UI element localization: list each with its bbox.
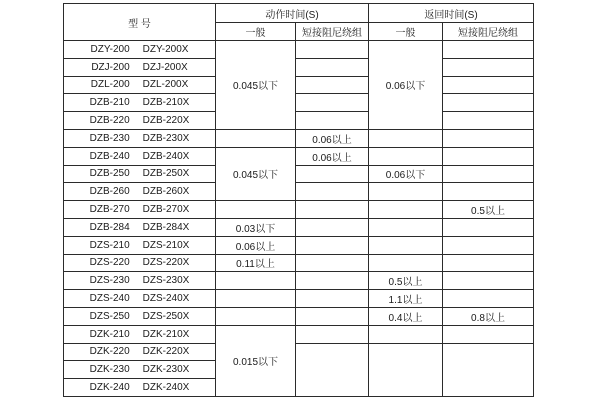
table-row <box>64 76 534 94</box>
model-variant: DZK-230X <box>142 364 190 376</box>
model-primary: DZB-230 <box>89 132 130 144</box>
action-general-cell: 0.11以上 <box>216 254 296 272</box>
return-damping-cell: 0.8以上 <box>443 307 534 325</box>
action-damping-cell <box>296 307 369 325</box>
return-damping-cell: 0.5以上 <box>443 201 534 219</box>
model-cell <box>64 76 216 94</box>
model-cell <box>64 165 216 183</box>
return-damping-cell <box>443 272 534 290</box>
model-names <box>64 151 215 162</box>
model-primary: DZS-240 <box>89 293 130 305</box>
model-primary: DZK-240 <box>89 382 130 394</box>
header-action-time: 动作时间(S) <box>216 4 369 23</box>
return-damping-cell <box>443 218 534 236</box>
model-cell <box>64 236 216 254</box>
model-variant: DZB-230X <box>142 132 190 144</box>
model-primary: DZS-220 <box>89 257 130 269</box>
model-primary: DZB-240 <box>89 150 130 162</box>
model-cell <box>64 272 216 290</box>
action-damping-cell <box>296 325 369 343</box>
table-row <box>64 41 534 59</box>
table-row <box>64 343 534 361</box>
action-general-cell <box>216 201 296 219</box>
return-general-cell: 0.5以上 <box>369 272 443 290</box>
model-names <box>64 346 215 357</box>
action-damping-cell <box>296 112 369 130</box>
model-variant: DZK-220X <box>142 346 190 358</box>
model-primary: DZB-260 <box>89 186 130 198</box>
table-row <box>64 325 534 343</box>
action-general-cell: 0.015以下 <box>216 325 296 396</box>
model-names <box>64 275 215 286</box>
header-group-row <box>64 4 534 23</box>
return-general-cell <box>369 147 443 165</box>
table-row <box>64 112 534 130</box>
model-names <box>64 97 215 108</box>
action-damping-cell <box>296 254 369 272</box>
action-damping-cell <box>296 58 369 76</box>
table-row <box>64 147 534 165</box>
header-return-damping: 短接阻尼绕组 <box>443 23 534 41</box>
return-damping-cell <box>443 236 534 254</box>
action-damping-cell <box>296 290 369 308</box>
return-general-cell <box>369 254 443 272</box>
model-primary: DZJ-200 <box>91 61 130 73</box>
return-damping-cell <box>443 76 534 94</box>
return-damping-cell <box>443 147 534 165</box>
model-primary: DZK-230 <box>89 364 130 376</box>
table-row <box>64 58 534 76</box>
table-row <box>64 129 534 147</box>
model-cell <box>64 307 216 325</box>
model-variant: DZS-220X <box>142 257 190 269</box>
model-variant: DZB-284X <box>142 221 190 233</box>
model-variant: DZK-240X <box>142 382 190 394</box>
model-primary: DZS-250 <box>89 310 130 322</box>
model-names <box>64 168 215 179</box>
model-names <box>64 62 215 73</box>
table-body <box>64 41 534 397</box>
return-damping-cell <box>443 41 534 59</box>
return-damping-cell <box>443 58 534 76</box>
model-names <box>64 204 215 215</box>
action-damping-cell <box>296 41 369 59</box>
model-variant: DZK-210X <box>142 328 190 340</box>
action-general-cell <box>216 290 296 308</box>
return-damping-cell <box>443 165 534 183</box>
return-general-cell <box>369 183 443 201</box>
table-row <box>64 183 534 201</box>
model-cell <box>64 41 216 59</box>
action-general-cell <box>216 272 296 290</box>
table-row <box>64 201 534 219</box>
action-general-cell: 0.03以下 <box>216 218 296 236</box>
return-damping-cell <box>443 129 534 147</box>
action-general-cell: 0.045以下 <box>216 41 296 130</box>
return-general-cell <box>369 218 443 236</box>
return-general-cell <box>369 201 443 219</box>
return-damping-cell <box>443 325 534 343</box>
model-names <box>64 44 215 55</box>
model-primary: DZS-210 <box>89 239 130 251</box>
action-general-cell <box>216 129 296 147</box>
model-primary: DZB-284 <box>89 221 130 233</box>
action-damping-cell <box>296 272 369 290</box>
model-cell <box>64 94 216 112</box>
action-general-cell: 0.045以下 <box>216 147 296 200</box>
header-return-time: 返回时间(S) <box>369 4 534 23</box>
model-variant: DZS-210X <box>142 239 190 251</box>
model-variant: DZL-200X <box>142 79 189 91</box>
return-damping-cell <box>443 112 534 130</box>
model-cell <box>64 218 216 236</box>
model-names <box>64 133 215 144</box>
return-general-cell: 0.4以上 <box>369 307 443 325</box>
table-row <box>64 236 534 254</box>
return-damping-cell <box>443 254 534 272</box>
return-general-cell <box>369 325 443 343</box>
table-row <box>64 254 534 272</box>
model-names <box>64 364 215 375</box>
table-row <box>64 165 534 183</box>
model-cell <box>64 112 216 130</box>
return-general-cell: 1.1以上 <box>369 290 443 308</box>
header-action-general: 一般 <box>216 23 296 41</box>
model-cell <box>64 325 216 343</box>
model-cell <box>64 343 216 361</box>
model-variant: DZB-260X <box>142 186 190 198</box>
model-cell <box>64 58 216 76</box>
model-cell <box>64 201 216 219</box>
model-variant: DZJ-200X <box>142 61 188 73</box>
model-cell <box>64 379 216 397</box>
return-damping-cell <box>443 343 534 396</box>
model-primary: DZB-270 <box>89 204 130 216</box>
model-variant: DZS-230X <box>142 275 190 287</box>
model-cell <box>64 147 216 165</box>
model-primary: DZB-210 <box>89 97 130 109</box>
action-general-cell: 0.06以上 <box>216 236 296 254</box>
action-damping-cell <box>296 236 369 254</box>
model-cell <box>64 183 216 201</box>
model-variant: DZY-200X <box>142 43 189 55</box>
header-action-damping: 短接阻尼绕组 <box>296 23 369 41</box>
action-damping-cell <box>296 201 369 219</box>
action-damping-cell <box>296 76 369 94</box>
model-names <box>64 293 215 304</box>
return-general-cell <box>369 343 443 396</box>
header-return-general: 一般 <box>369 23 443 41</box>
action-damping-cell <box>296 343 369 396</box>
action-damping-cell: 0.06以上 <box>296 129 369 147</box>
model-names <box>64 240 215 251</box>
model-cell <box>64 129 216 147</box>
model-variant: DZB-210X <box>142 97 190 109</box>
header-model: 型 号 <box>64 4 216 41</box>
return-general-cell: 0.06以下 <box>369 165 443 183</box>
model-cell <box>64 361 216 379</box>
model-primary: DZK-210 <box>89 328 130 340</box>
model-names <box>64 311 215 322</box>
model-variant: DZB-220X <box>142 115 190 127</box>
return-general-cell <box>369 236 443 254</box>
return-damping-cell <box>443 290 534 308</box>
model-names <box>64 79 215 90</box>
return-damping-cell <box>443 94 534 112</box>
table-row <box>64 218 534 236</box>
model-primary: DZK-220 <box>89 346 130 358</box>
action-damping-cell <box>296 183 369 201</box>
action-damping-cell <box>296 218 369 236</box>
table-row <box>64 307 534 325</box>
model-primary: DZY-200 <box>90 43 130 55</box>
model-variant: DZS-240X <box>142 293 190 305</box>
table-row <box>64 272 534 290</box>
model-names <box>64 222 215 233</box>
model-cell <box>64 290 216 308</box>
spec-table <box>63 3 534 397</box>
model-variant: DZB-240X <box>142 150 190 162</box>
model-variant: DZB-270X <box>142 204 190 216</box>
action-damping-cell: 0.06以上 <box>296 147 369 165</box>
model-names <box>64 257 215 268</box>
model-names <box>64 115 215 126</box>
model-variant: DZS-250X <box>142 310 190 322</box>
return-general-cell: 0.06以下 <box>369 41 443 130</box>
model-primary: DZB-220 <box>89 115 130 127</box>
model-primary: DZB-250 <box>89 168 130 180</box>
return-general-cell <box>369 129 443 147</box>
action-damping-cell <box>296 165 369 183</box>
model-names <box>64 329 215 340</box>
model-primary: DZS-230 <box>89 275 130 287</box>
model-names <box>64 382 215 393</box>
action-damping-cell <box>296 94 369 112</box>
table-row <box>64 290 534 308</box>
model-primary: DZL-200 <box>90 79 130 91</box>
model-variant: DZB-250X <box>142 168 190 180</box>
table-row <box>64 94 534 112</box>
return-damping-cell <box>443 183 534 201</box>
model-cell <box>64 254 216 272</box>
model-names <box>64 186 215 197</box>
action-general-cell <box>216 307 296 325</box>
